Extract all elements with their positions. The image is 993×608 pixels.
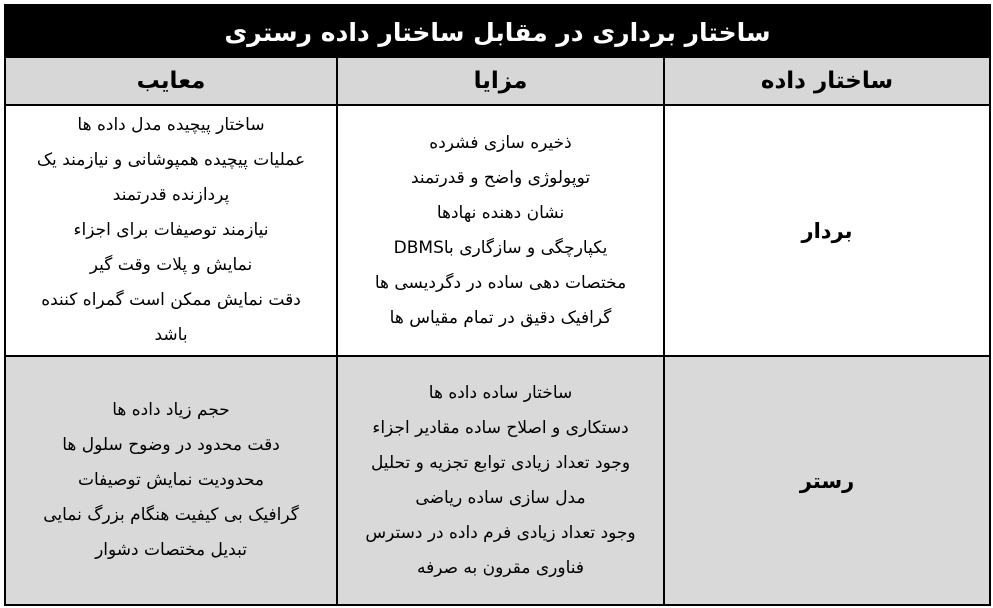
row-raster-name-cell xyxy=(663,357,989,604)
row-raster-advantages xyxy=(336,357,663,604)
list-item: باشد xyxy=(154,325,188,345)
list-item: دستکاری و اصلاح ساده مقادیر اجزاء xyxy=(372,417,629,438)
list-item: دقت نمایش ممکن است گمراه کننده xyxy=(41,290,301,310)
list-item: فناوری مقرون به صرفه xyxy=(416,557,585,578)
list-item: وجود تعداد زیادی توابع تجزیه و تحلیل xyxy=(370,452,631,473)
header-advantages: مزایا xyxy=(336,58,663,106)
table-title: ساختار برداری در مقابل ساختار داده رستری xyxy=(6,6,989,58)
list-item: مختصات دهی ساده در دگردیسی ها xyxy=(374,272,627,293)
list-item: نشان دهنده نهادها xyxy=(436,202,565,223)
row-vector-disadvantages xyxy=(6,106,336,357)
list-item: یکپارچگی و سازگاری باDBMS xyxy=(393,237,608,258)
list-item: نیازمند توصیفات برای اجزاء xyxy=(73,220,269,240)
list-item: ذخیره سازی فشرده xyxy=(429,132,572,153)
list-item: تبدیل مختصات دشوار xyxy=(95,540,247,560)
list-item: توپولوژی واضح و قدرتمند xyxy=(410,167,591,188)
list-item: ساختار ساده داده ها xyxy=(428,382,573,403)
list-item: حجم زیاد داده ها xyxy=(112,400,230,420)
list-item: نمایش و پلات وقت گیر xyxy=(89,255,253,275)
list-item: گرافیک دقیق در تمام مقیاس ها xyxy=(389,307,612,328)
row-raster-name: رستر xyxy=(799,468,855,493)
comparison-table xyxy=(4,4,991,606)
list-item: پردازنده قدرتمند xyxy=(112,185,230,205)
list-item: عملیات پیچیده همپوشانی و نیازمند یک xyxy=(36,150,306,170)
row-vector-name: بردار xyxy=(801,218,853,243)
header-disadvantages: معایب xyxy=(6,58,336,106)
row-vector-name-cell xyxy=(663,106,989,357)
list-item: گرافیک بی کیفیت هنگام بزرگ نمایی xyxy=(43,505,299,525)
row-vector-advantages xyxy=(336,106,663,357)
list-item: دقت محدود در وضوح سلول ها xyxy=(62,435,280,455)
list-item: محدودیت نمایش توصیفات xyxy=(78,470,265,490)
table-grid xyxy=(6,58,989,604)
row-raster-disadvantages xyxy=(6,357,336,604)
header-structure: ساختار داده xyxy=(663,58,989,106)
list-item: مدل سازی ساده ریاضی xyxy=(415,487,586,508)
list-item: وجود تعداد زیادی فرم داده در دسترس xyxy=(365,522,636,543)
list-item: ساختار پیچیده مدل داده ها xyxy=(77,115,265,135)
